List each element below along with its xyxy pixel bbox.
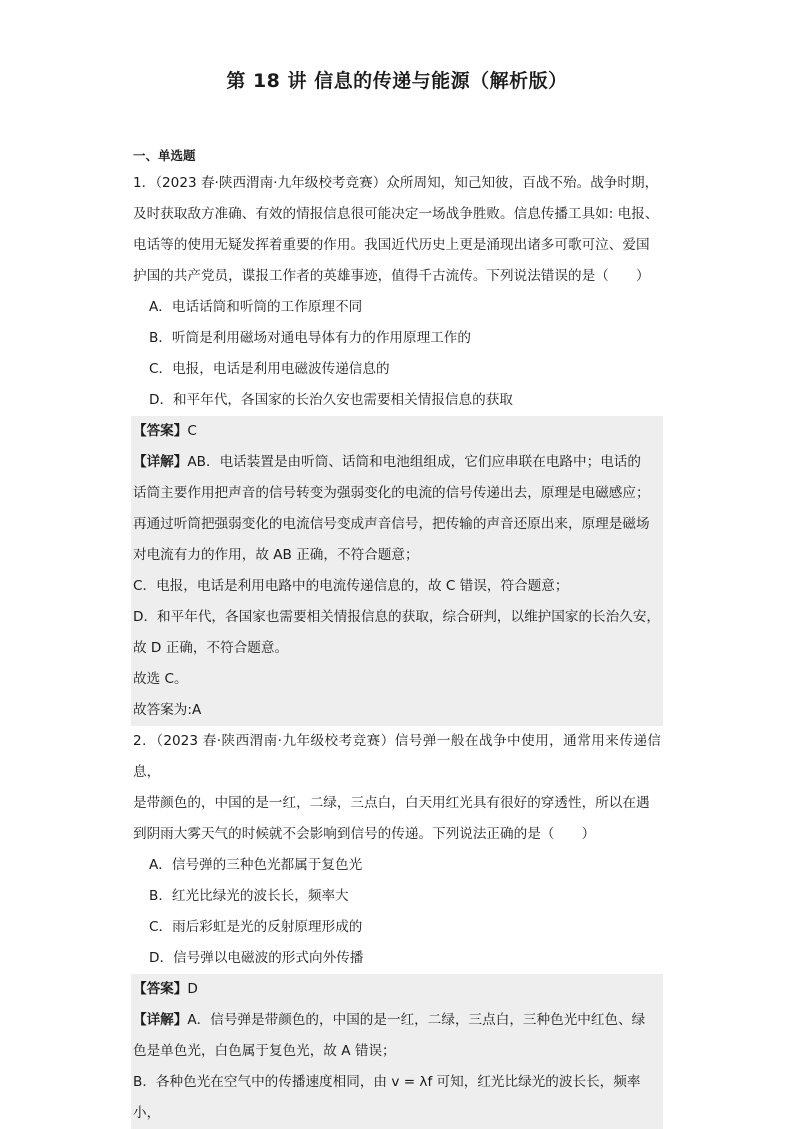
question-stem-line: 及时获取敌方准确、有效的情报信息很可能决定一场战争胜败。信息传播工具如: 电报、 — [133, 206, 659, 222]
detail-line: 故选 C。 — [131, 664, 663, 695]
detail-line — [131, 1005, 663, 1036]
detail-line: 故 D 正确，不符合题意。 — [131, 633, 663, 664]
detail-line: 色是单色光，白色属于复色光，故 A 错误； — [131, 1036, 663, 1067]
answer-block — [131, 974, 663, 1129]
detail-line: 话筒主要作用把声音的信号转变为强弱变化的电流的信号传递出去，原理是电磁感应； — [131, 478, 663, 509]
question-content — [131, 168, 663, 1129]
option-b: B．听筒是利用磁场对通电导体有力的作用原理工作的 — [149, 330, 471, 346]
question-stem-line: 护国的共产党员，谍报工作者的英雄事迹，值得千古流传。下列说法错误的是（ ） — [133, 268, 650, 284]
detail-line: D．和平年代，各国家也需要相关情报信息的获取，综合研判，以维护国家的长治久安， — [131, 602, 663, 633]
detail-text: AB．电话装置是由听筒、话筒和电池组组成，它们应串联在电路中；电话的 — [187, 454, 641, 470]
option-c: C．电报，电话是利用电磁波传递信息的 — [149, 361, 390, 377]
option-d: D．信号弹以电磁波的形式向外传播 — [149, 950, 364, 966]
answer-block — [131, 416, 663, 726]
question-stem-line: 电话等的使用无疑发挥着重要的作用。我国近代历史上更是涌现出诸多可歌可泣、爱国 — [133, 237, 650, 253]
detail-line: B．各种色光在空气中的传播速度相同，由 v = λf 可知，红光比绿光的波长长，频率小， — [131, 1067, 663, 1129]
question-1 — [131, 168, 663, 726]
question-stem-line: 2．（2023 春·陕西渭南·九年级校考竞赛）信号弹一般在战争中使用，通常用来传递信息， — [133, 733, 661, 780]
section-heading: 一、单选题 — [133, 148, 196, 163]
question-stem-line: 到阴雨大雾天气的时候就不会影响到信号的传递。下列说法正确的是（ ） — [133, 826, 596, 842]
detail-line: C．电报，电话是利用电路中的电流传递信息的，故 C 错误，符合题意； — [131, 571, 663, 602]
detail-line: 对电流有力的作用，故 AB 正确，不符合题意； — [131, 540, 663, 571]
question-2 — [131, 726, 663, 1129]
option-a: A．信号弹的三种色光都属于复色光 — [149, 857, 363, 873]
question-stem-line: 是带颜色的，中国的是一红，二绿，三点白，白天用红光具有很好的穿透性，所以在遇 — [133, 795, 650, 811]
option-d: D．和平年代，各国家的长治久安也需要相关情报信息的获取 — [149, 392, 513, 408]
detail-line — [131, 447, 663, 478]
page-title: 第 18 讲 信息的传递与能源（解析版） — [226, 70, 568, 92]
detail-text: A．信号弹是带颜色的，中国的是一红，二绿，三点白，三种色光中红色、绿 — [187, 1012, 646, 1028]
detail-label: 【详解】 — [133, 454, 188, 470]
option-c: C．雨后彩虹是光的反射原理形成的 — [149, 919, 363, 935]
answer-value: C — [187, 423, 197, 439]
answer-value: D — [187, 981, 198, 997]
option-b: B．红光比绿光的波长长，频率大 — [149, 888, 349, 904]
detail-line: 再通过听筒把强弱变化的电流信号变成声音信号，把传输的声音还原出来，原理是磁场 — [131, 509, 663, 540]
answer-label: 【答案】 — [133, 981, 188, 997]
answer-line — [131, 416, 663, 447]
option-a: A．电话话筒和听筒的工作原理不同 — [149, 299, 363, 315]
question-stem-line: 1．（2023 春·陕西渭南·九年级校考竞赛）众所周知，知己知彼，百战不殆。战争时期， — [133, 175, 659, 191]
answer-label: 【答案】 — [133, 423, 188, 439]
answer-line — [131, 974, 663, 1005]
detail-line: 故答案为:A — [131, 695, 663, 726]
detail-label: 【详解】 — [133, 1012, 188, 1028]
